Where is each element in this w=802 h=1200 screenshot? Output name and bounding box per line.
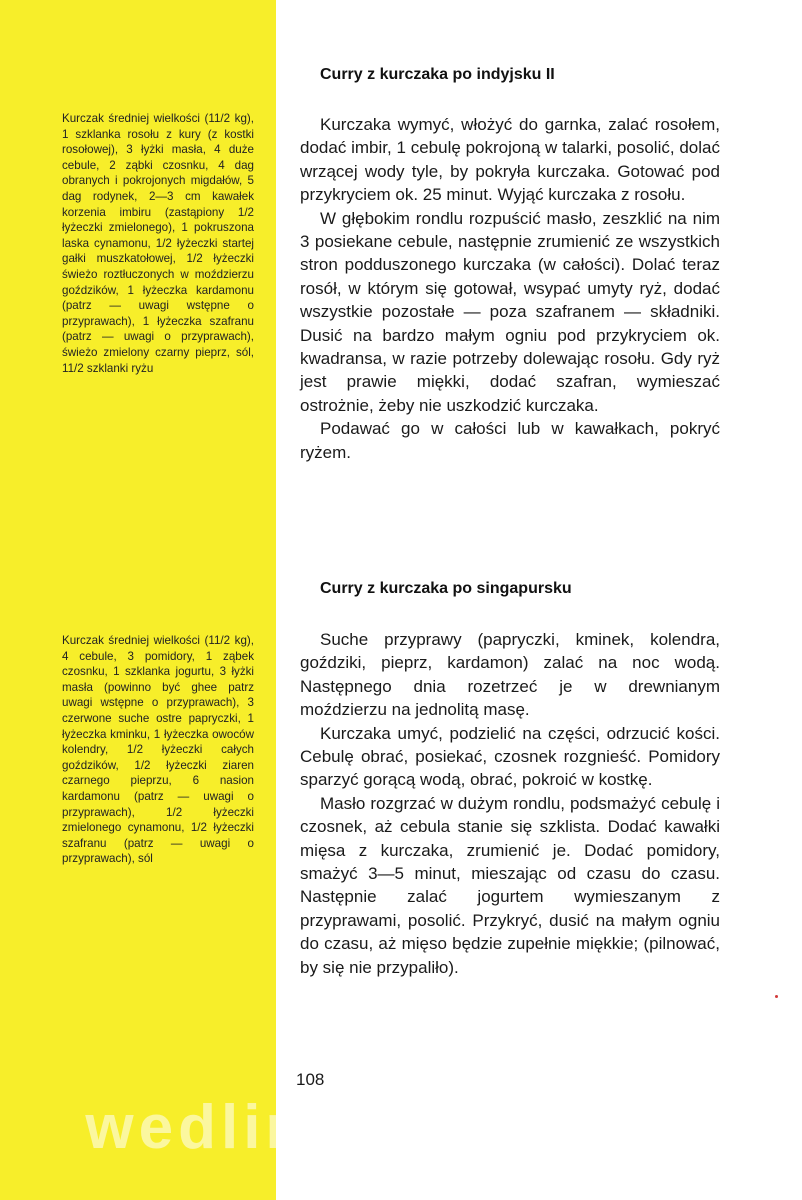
ingredients-list-1: Kurczak średniej wielkości (11/2 kg), 1 szklanka rosołu z kury (z kostki rosołowej), 3 łyżki masła, 4 duże cebule, 2 ząbki czosnku, 4 dag obranych i pokrojonych migdałów, 5 dag rodynek, 2—3 cm kawałek korzenia imbiru (zastąpiony 1/2 łyżeczki zmielonego), 1 pokruszona laska cynamonu, 1/2 łyżeczki startej gałki muszkatołowej, 1/2 łyżeczki świeżo roztłuczonych w moździerzu goździków, 1 łyżeczka kardamonu (patrz — uwagi wstępne o przyprawach), 1 łyżeczka szafranu (patrz — uwagi o przyprawach), świeżo zmielony czarny pieprz, sól, 11/2 szklanki ryżu xyxy=(62,112,254,375)
recipe-instructions-1 xyxy=(300,113,720,464)
print-speck xyxy=(775,995,778,998)
instruction-paragraph: Podawać go w całości lub w kawałkach, pokryć ryżem. xyxy=(300,419,720,462)
instruction-paragraph: Kurczaka umyć, podzielić na części, odrzucić kości. Cebulę obrać, posiekać, czosnek rozgnieść. Pomidory sparzyć gorącą wodą, obrać, pokroić w kostkę. xyxy=(300,723,720,790)
recipe-instructions-2 xyxy=(300,628,720,979)
instruction-paragraph: W głębokim rondlu rozpuścić masło, zeszklić na nim 3 posiekane cebule, następnie zrumienić ze wszystkich stron podduszonego kurczaka (w całości). Dolać teraz rosół, w którym się gotował, wsypać umyty ryż, dodać wszystkie pozostałe — poza szafranem — składniki. Dusić na bardzo małym ogniu pod przykryciem ok. kwadransa, w razie potrzeby dolewając rosołu. Gdy ryż jest prawie miękki, dodać szafran, wymieszać ostrożnie, żeby nie uszkodzić kurczaka. xyxy=(300,208,720,415)
instruction-paragraph: Kurczaka wymyć, włożyć do garnka, zalać rosołem, dodać imbir, 1 cebulę pokrojoną w talarki, posolić, dolać wrzącej wody tyle, by pokryła kurczaka. Gotować pod przykryciem ok. 25 minut. Wyjąć kurczaka z rosołu. xyxy=(300,115,720,205)
recipe-title-1: Curry z kurczaka po indyjsku II xyxy=(320,66,555,83)
page-number: 108 xyxy=(296,1070,325,1089)
instruction-paragraph: Masło rozgrzać w dużym rondlu, podsmażyć cebulę i czosnek, aż cebula stanie się szklista. Dodać kawałki mięsa z kurczaka, zrumienić je. Dodać pomidory, smażyć 3—5 minut, mieszając od czasu do czasu. Następnie zalać jogurtem wymieszanym z przyprawami, posolić. Przykryć, dusić na małym ogniu do czasu, aż mięso będzie zupełnie miękkie; (pilnować, by się nie przypaliło). xyxy=(300,793,720,977)
watermark: wedlinydomowe.pl xyxy=(85,1093,717,1162)
recipe-title-2: Curry z kurczaka po singapursku xyxy=(320,580,572,597)
instruction-paragraph: Suche przyprawy (papryczki, kminek, kolendra, goździki, pieprz, kardamon) zalać na noc wodą. Następnego dnia rozetrzeć je w drewnianym moździerzu na jednolitą masę. xyxy=(300,630,720,720)
ingredients-list-2: Kurczak średniej wielkości (11/2 kg), 4 cebule, 3 pomidory, 1 ząbek czosnku, 1 szklanka jogurtu, 3 łyżki masła (powinno być ghee patrz uwagi wstępne o przyprawach), 3 czerwone suche ostre papryczki, 1 łyżeczka kminku, 1 łyżeczka owoców kolendry, 1/2 łyżeczki całych goździków, 1/2 łyżeczki ziaren czarnego pieprzu, 6 nasion kardamonu (patrz — uwagi o przyprawach), 1/2 łyżeczki zmielonego cynamonu, 1/2 łyżeczki szafranu (patrz — uwagi o przyprawach), sól xyxy=(62,634,254,866)
